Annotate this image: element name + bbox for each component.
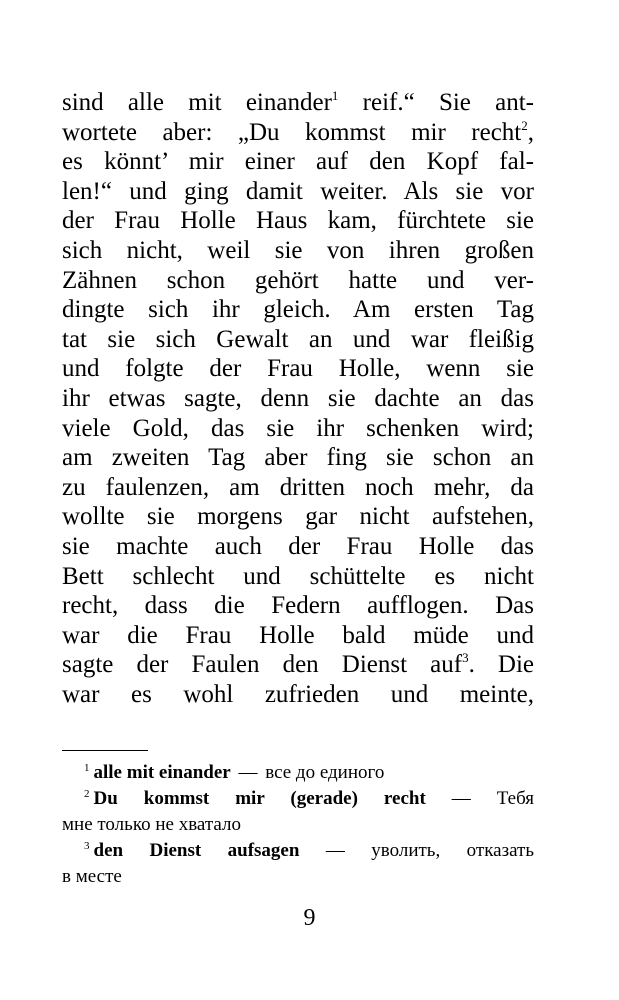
text-line xyxy=(62,650,534,680)
footnote-gloss: все до единого xyxy=(265,762,385,783)
text-line: war die Frau Holle bald müde und xyxy=(62,621,534,649)
text-segment: sagte der Faulen den Dienst auf xyxy=(62,651,463,679)
footnote-1 xyxy=(62,760,534,786)
text-line: dingte sich ihr gleich. Am ersten Tag xyxy=(62,296,534,324)
text-line: sich nicht, weil sie von ihren großen xyxy=(62,236,534,264)
text-line: am zweiten Tag aber fing sie schon an xyxy=(62,444,534,472)
text-line: len!“ und ging damit weiter. Als sie vor xyxy=(62,177,534,205)
text-line: tat sie sich Gewalt an und war fleißig xyxy=(62,325,534,353)
text-line: sie machte auch der Frau Holle das xyxy=(62,532,534,560)
footnote-number: 2 xyxy=(84,788,90,800)
text-segment: sind alle mit einander xyxy=(62,89,332,116)
footnotes xyxy=(62,760,534,890)
text-line: der Frau Holle Haus kam, fürchtete sie xyxy=(62,207,534,235)
footnote-number: 1 xyxy=(84,762,90,774)
footnote-2 xyxy=(62,786,534,812)
footnote-marker: 2 xyxy=(521,117,528,133)
footnote-term: den Dienst aufsagen xyxy=(93,840,300,861)
text-line: war es wohl zufrieden und meinte, xyxy=(62,680,534,708)
text-line: Bett schlecht und schüttelte es nicht xyxy=(62,562,534,590)
footnote-marker: 3 xyxy=(462,650,469,666)
text-line: Zähnen schon gehört hatte und ver- xyxy=(62,266,534,294)
footnote-term: alle mit einander xyxy=(93,762,231,783)
body-text xyxy=(62,88,534,709)
footnote-gloss: уволить, отказать xyxy=(371,840,534,861)
text-line xyxy=(62,88,534,118)
text-line xyxy=(62,118,534,148)
text-line: recht, dass die Federn aufflogen. Das xyxy=(62,592,534,620)
text-segment: reif.“ Sie ant- xyxy=(338,89,535,116)
footnote-dash: — xyxy=(325,840,345,861)
text-line: wollte sie morgens gar nicht aufstehen, xyxy=(62,503,534,531)
footnote-gloss: Тебя xyxy=(496,788,535,809)
text-line: es könnt’ mir einer auf den Kopf fal- xyxy=(62,148,534,176)
text-line: viele Gold, das sie ihr schenken wird; xyxy=(62,414,534,442)
footnote-number: 3 xyxy=(84,840,90,852)
footnote-dash: — xyxy=(451,788,471,809)
text-segment: . Die xyxy=(468,651,534,679)
footnote-3 xyxy=(62,838,534,864)
footnote-term: Du kommst mir (gerade) recht xyxy=(93,788,426,809)
footnote-3-continued: в месте xyxy=(62,866,122,887)
text-line: ihr etwas sagte, denn sie dachte an das xyxy=(62,384,534,412)
footnote-divider xyxy=(62,750,148,751)
text-line: zu faulenzen, am dritten noch mehr, da xyxy=(62,473,534,501)
text-line: und folgte der Frau Holle, wenn sie xyxy=(62,355,534,383)
footnote-dash: — xyxy=(238,762,258,783)
text-segment: wortete aber: „Du kommst mir recht xyxy=(62,118,522,146)
page-number: 9 xyxy=(303,905,316,931)
footnote-2-continued: мне только не хватало xyxy=(62,814,241,835)
text-segment: , xyxy=(527,118,534,146)
footnote-marker: 1 xyxy=(331,88,339,103)
